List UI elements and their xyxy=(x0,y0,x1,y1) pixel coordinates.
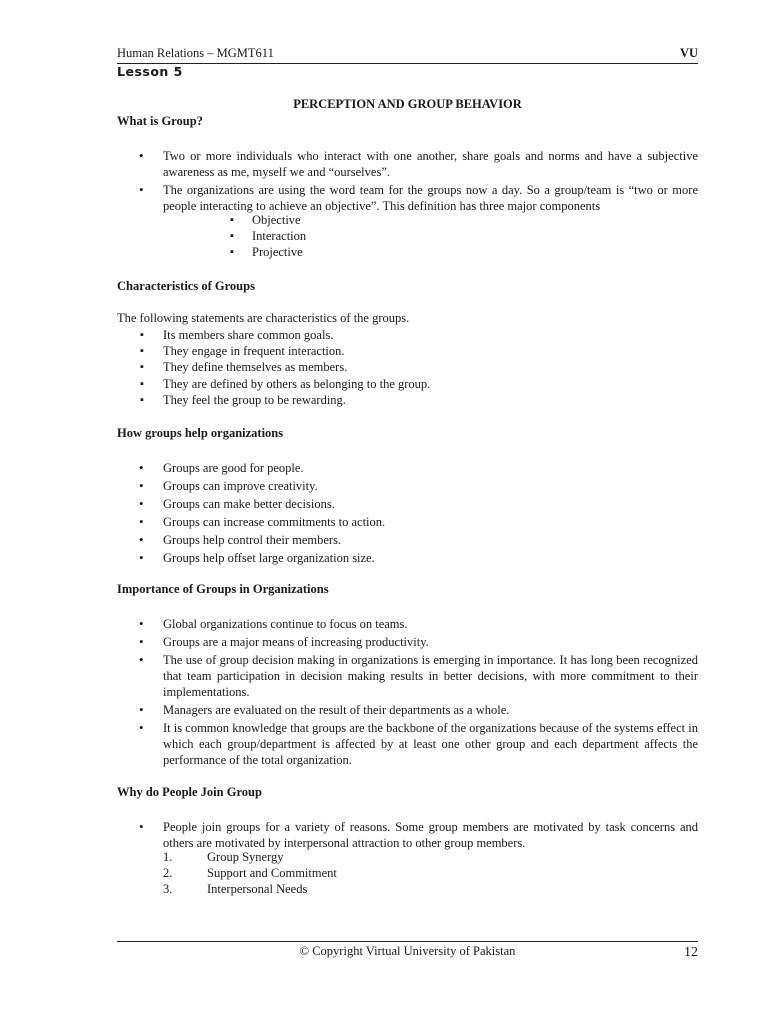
university-abbrev: VU xyxy=(679,46,698,60)
item-text: Support and Commitment xyxy=(207,866,337,880)
item-number: 3. xyxy=(163,882,173,896)
lesson-label: Lesson 5 xyxy=(117,64,183,79)
join-list xyxy=(117,819,698,853)
list-item: • Managers are evaluated on the result of their departments as a whole. xyxy=(117,702,698,718)
heading-how-groups-help: How groups help organizations xyxy=(117,426,284,440)
list-item: • Global organizations continue to focus on teams. xyxy=(117,616,698,632)
course-title: Human Relations – MGMT611 xyxy=(117,46,274,60)
list-item: ▪ They engage in frequent interaction. xyxy=(117,343,430,359)
heading-characteristics: Characteristics of Groups xyxy=(117,279,255,293)
list-item: • The organizations are using the word team for the groups now a day. So a group/team is “two or more people interacting to achieve an objective”. This definition has three major components xyxy=(117,182,698,214)
list-item xyxy=(117,849,337,865)
components-list xyxy=(117,212,306,261)
list-item: • Groups help offset large organization size. xyxy=(117,550,698,566)
list-item: ▪ They are defined by others as belonging to the group. xyxy=(117,376,430,392)
characteristics-list xyxy=(117,327,430,408)
page-number: 12 xyxy=(684,945,698,960)
list-item: • Groups can improve creativity. xyxy=(117,478,698,494)
document-page xyxy=(117,0,698,1024)
list-item: • Groups are a major means of increasing productivity. xyxy=(117,634,698,650)
list-item: • People join groups for a variety of reasons. Some group members are motivated by task concerns and others are motivated by interpersonal attraction to other group members. xyxy=(117,819,698,851)
list-item: ▪ Objective xyxy=(117,212,306,228)
list-item: • Two or more individuals who interact with one another, share goals and norms and have a subjective awareness as me, myself we and “ourselves”. xyxy=(117,148,698,180)
help-list xyxy=(117,460,698,568)
importance-list xyxy=(117,616,698,770)
item-text: Interpersonal Needs xyxy=(207,882,308,896)
list-item: ▪ Its members share common goals. xyxy=(117,327,430,343)
copyright-notice: © Copyright Virtual University of Pakistan xyxy=(299,944,516,958)
item-text: Group Synergy xyxy=(207,850,284,864)
heading-what-is-group: What is Group? xyxy=(117,114,203,128)
item-number: 2. xyxy=(163,866,173,880)
list-item: ▪ They define themselves as members. xyxy=(117,359,430,375)
heading-importance: Importance of Groups in Organizations xyxy=(117,582,329,596)
list-item: ▪ Projective xyxy=(117,244,306,260)
item-number: 1. xyxy=(163,850,173,864)
list-item: • Groups help control their members. xyxy=(117,532,698,548)
list-item xyxy=(117,881,337,897)
group-definition-list xyxy=(117,148,698,216)
page-header xyxy=(117,45,698,64)
list-item: • Groups can increase commitments to action. xyxy=(117,514,698,530)
list-item xyxy=(117,865,337,881)
list-item: • It is common knowledge that groups are the backbone of the organizations because of the systems effect in which each group/department is affected by at least one other group and each department affects the performance of the total organization. xyxy=(117,720,698,768)
list-item: • Groups are good for people. xyxy=(117,460,698,476)
characteristics-intro: The following statements are characteristics of the groups. xyxy=(117,311,410,325)
heading-why-join: Why do People Join Group xyxy=(117,785,262,799)
list-item: ▪ They feel the group to be rewarding. xyxy=(117,392,430,408)
list-item: • Groups can make better decisions. xyxy=(117,496,698,512)
join-reasons-list xyxy=(117,849,337,897)
list-item: • The use of group decision making in organizations is emerging in importance. It has long been recognized that team participation in decision making results in better decisions, with more commitment to their implementations. xyxy=(117,652,698,700)
list-item: ▪ Interaction xyxy=(117,228,306,244)
footer-divider xyxy=(117,941,698,942)
page-title: PERCEPTION AND GROUP BEHAVIOR xyxy=(293,97,522,111)
